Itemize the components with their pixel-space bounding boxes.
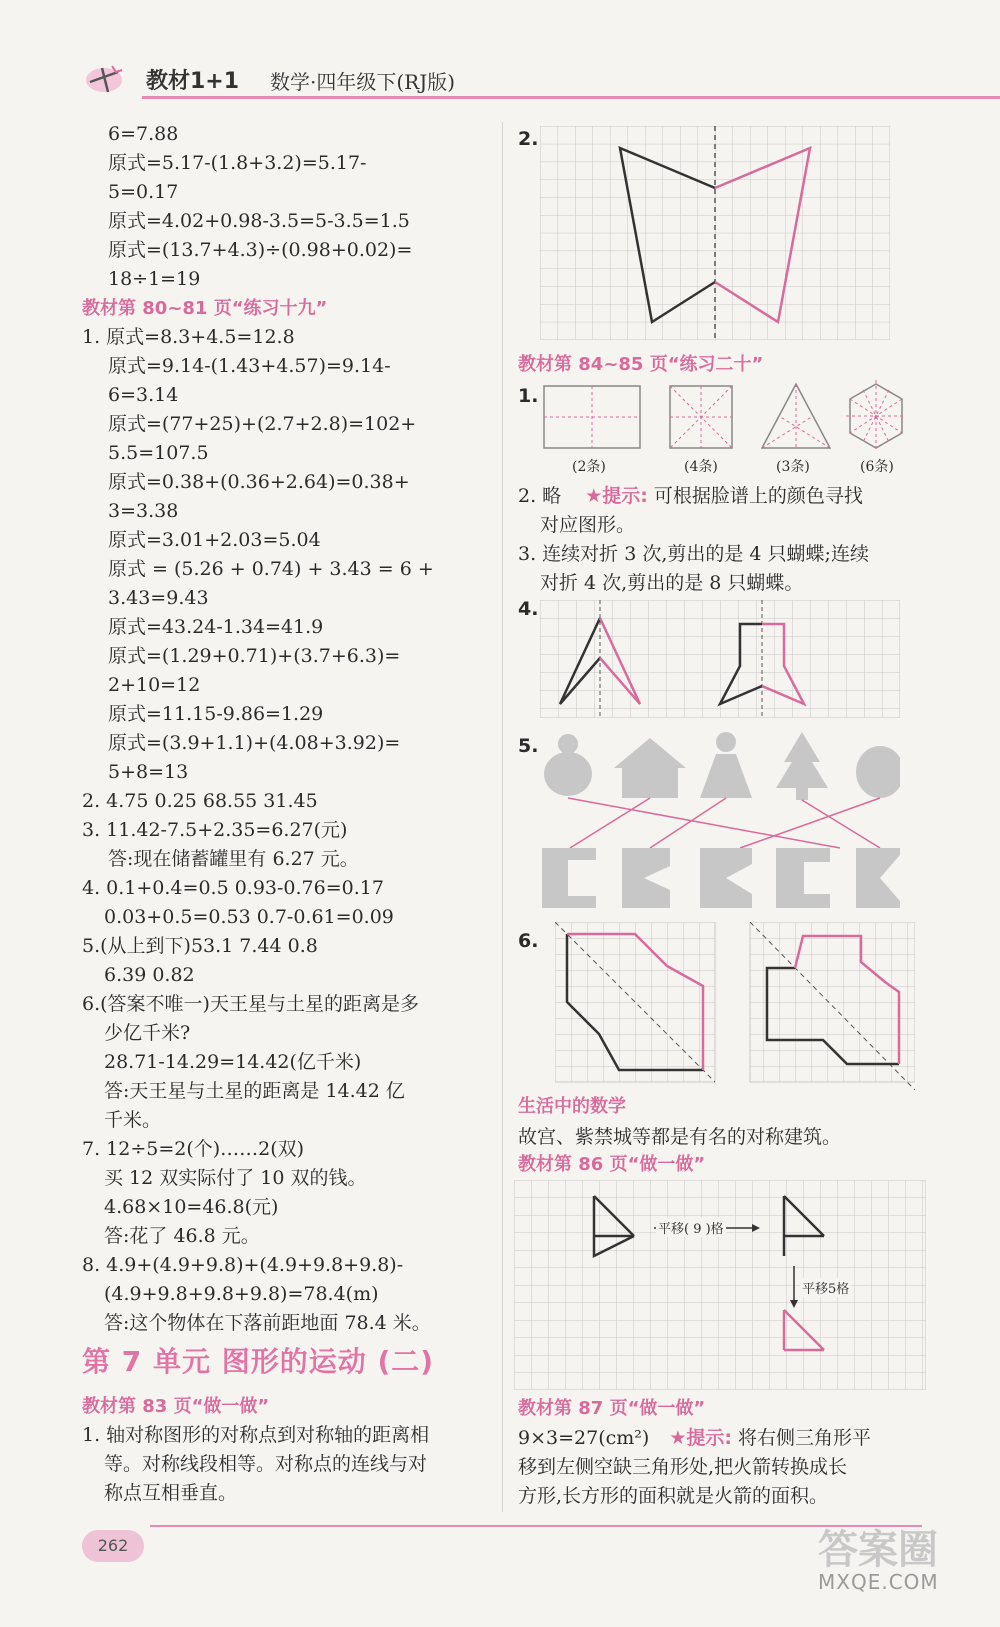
move-label: 平移5格 [800, 1278, 851, 1297]
text-line: 原式=3.01+2.03=5.04 [108, 529, 321, 551]
text-line: 7. 12÷5=2(个)……2(双) [82, 1138, 305, 1160]
move-label: 平移( 9 )格 [656, 1218, 726, 1237]
question-label: 5. [518, 735, 539, 757]
text-line: 1. 原式=8.3+4.5=12.8 [82, 326, 295, 348]
translation-grid [514, 1180, 926, 1390]
brand-title: 教材1+1 [146, 69, 240, 94]
text-line: 3. 11.42-7.5+2.35=6.27(元) [82, 819, 348, 841]
text-line: 千米。 [104, 1109, 162, 1131]
text-line: 原式=9.14-(1.43+4.57)=9.14- [108, 355, 391, 377]
text-line: 6.39 0.82 [104, 964, 195, 986]
text-line: 5.(从上到下)53.1 7.44 0.8 [82, 935, 318, 957]
hint-label: ★提示: [585, 485, 648, 507]
text-line: 8. 4.9+(4.9+9.8)+(4.9+9.8+9.8)- [82, 1254, 404, 1276]
text-line: 2+10=12 [108, 674, 201, 696]
text-line: 3.43=9.43 [108, 587, 209, 609]
text-line: 原式=43.24-1.34=41.9 [108, 616, 324, 638]
text-line: 原式=(77+25)+(2.7+2.8)=102+ [108, 413, 417, 435]
text-line: 原式 = (5.26 + 0.74) + 3.43 = 6 + [108, 558, 434, 580]
text-line: 6.(答案不唯一)天王星与土星的距离是多 [82, 993, 419, 1015]
text-line: 原式=0.38+(0.36+2.64)=0.38+ [108, 471, 410, 493]
text-line: 对折 4 次,剪出的是 8 只蝴蝶。 [540, 572, 804, 594]
text-line: 9×3=27(cm²) [518, 1427, 650, 1449]
text-line: 3=3.38 [108, 500, 179, 522]
text-line: 原式=5.17-(1.8+3.2)=5.17- [108, 152, 367, 174]
text-line: 1. 轴对称图形的对称点到对称轴的距离相 [82, 1424, 430, 1446]
section-heading: 教材第 80~81 页“练习十九” [82, 298, 328, 319]
right-bottom-text [518, 1424, 928, 1511]
hint-label: ★提示: [669, 1427, 732, 1449]
text-line: 称点互相垂直。 [104, 1482, 238, 1504]
header-rule [142, 96, 1000, 99]
text-line: 故宫、紫禁城等都是有名的对称建筑。 [518, 1126, 842, 1148]
axis-count: (2条) [572, 459, 606, 475]
text-line: 买 12 双实际付了 10 双的钱。 [104, 1167, 367, 1189]
right-text-block [518, 482, 928, 598]
question-label: 2. [518, 128, 539, 150]
left-column-bottom [82, 1392, 487, 1508]
text-line: 方形,长方形的面积就是火箭的面积。 [518, 1485, 829, 1507]
text-line: 2. 4.75 0.25 68.55 31.45 [82, 790, 318, 812]
text-line: 6=3.14 [108, 384, 179, 406]
text-line: 答:花了 46.8 元。 [104, 1225, 260, 1247]
unit-title: 第 7 单元 图形的运动 (二) [82, 1345, 435, 1378]
text-line: 答:这个物体在下落前距地面 78.4 米。 [104, 1312, 431, 1334]
column-divider [502, 122, 503, 1512]
text-line: 5.5=107.5 [108, 442, 209, 464]
text-line: 移到左侧空缺三角形处,把火箭转换成长 [518, 1456, 848, 1478]
question-label: 4. [518, 598, 539, 620]
text-line: 原式=4.02+0.98-3.5=5-3.5=1.5 [108, 210, 410, 232]
axis-count: (6条) [860, 459, 894, 475]
text-line: 4. 0.1+0.4=0.5 0.93-0.76=0.17 [82, 877, 384, 899]
axis-count: (3条) [776, 459, 810, 475]
symmetric-completion-grid [540, 600, 900, 718]
text-line: 等。对称线段相等。对称点的连线与对 [104, 1453, 428, 1475]
section-heading: 教材第 86 页“做一做” [518, 1154, 706, 1175]
page-header [82, 60, 924, 100]
symmetry-axes-shapes [540, 380, 930, 454]
section-heading: 教材第 87 页“做一做” [518, 1398, 706, 1419]
text-line: 原式=11.15-9.86=1.29 [108, 703, 324, 725]
text-line: 原式=(13.7+4.3)÷(0.98+0.02)= [108, 239, 413, 261]
subject-title: 数学·四年级下(RJ版) [270, 70, 456, 94]
text-line: 少亿千米? [104, 1022, 191, 1044]
text-line: 2. 略 [518, 485, 562, 507]
text-line: 将右侧三角形平 [738, 1427, 872, 1449]
text-line: 6=7.88 [108, 123, 179, 145]
text-line: 0.03+0.5=0.53 0.7-0.61=0.09 [104, 906, 394, 928]
text-line: 答:现在储蓄罐里有 6.27 元。 [108, 848, 359, 870]
text-line: 3. 连续对折 3 次,剪出的是 4 只蝴蝶;连续 [518, 543, 869, 565]
question-label: 6. [518, 930, 539, 952]
text-line: 18÷1=19 [108, 268, 201, 290]
brand-logo-icon [82, 60, 140, 96]
left-column [82, 120, 487, 1338]
page-number: 262 [82, 1530, 144, 1562]
text-line: 对应图形。 [540, 514, 636, 536]
text-line: 5=0.17 [108, 181, 179, 203]
watermark-text: MXQE.COM [818, 1570, 939, 1594]
text-line: 4.68×10=46.8(元) [104, 1196, 279, 1218]
watermark-logo: 答案圈 [818, 1527, 938, 1573]
text-line: (4.9+9.8+9.8+9.8)=78.4(m) [104, 1283, 379, 1305]
text-line: 可根据脸谱上的颜色寻找 [653, 485, 863, 507]
text-line: 原式=(3.9+1.1)+(4.08+3.92)= [108, 732, 401, 754]
silhouette-matching-figure [540, 728, 900, 910]
text-line: 5+8=13 [108, 761, 189, 783]
symmetry-grid-figure [540, 126, 890, 340]
diagonal-symmetry-grid [555, 922, 915, 1090]
text-line: 28.71-14.29=14.42(亿千米) [104, 1051, 362, 1073]
question-label: 1. [518, 385, 539, 407]
section-heading: 教材第 83 页“做一做” [82, 1396, 270, 1417]
section-heading: 教材第 84~85 页“练习二十” [518, 354, 764, 375]
section-heading: 生活中的数学 [518, 1096, 626, 1117]
text-line: 原式=(1.29+0.71)+(3.7+6.3)= [108, 645, 401, 667]
footer-rule [150, 1525, 922, 1527]
text-line: 答:天王星与土星的距离是 14.42 亿 [104, 1080, 405, 1102]
axis-count: (4条) [684, 459, 718, 475]
